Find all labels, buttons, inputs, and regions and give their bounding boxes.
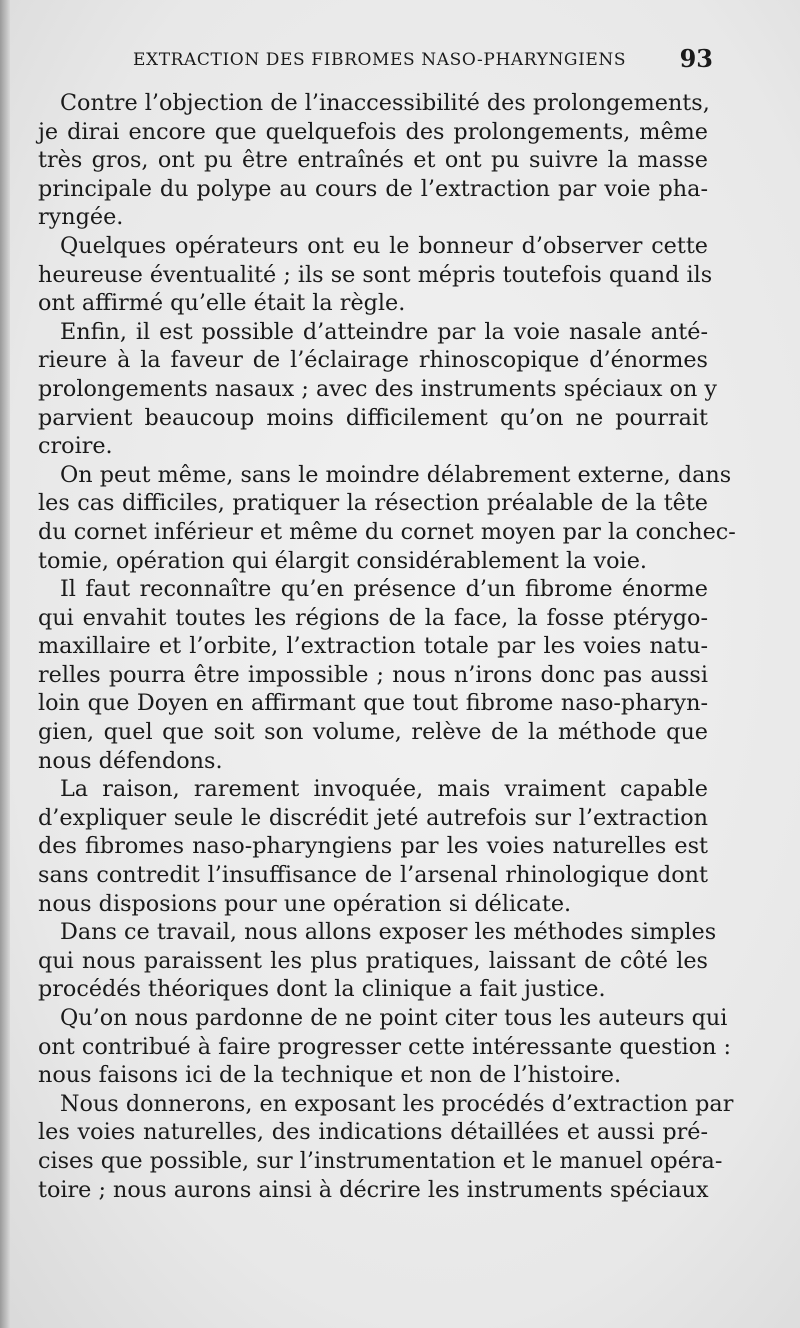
paragraph [38,575,708,775]
text-line: heureuse éventualité ; ils se sont mépris toutefois quand ils [38,261,713,288]
text-line: Dans ce travail, nous allons exposer les méthodes simples [60,919,717,946]
page-header [133,44,713,80]
paragraph [38,1090,734,1204]
paragraph [38,1004,731,1090]
text-line: Contre l’objection de l’inaccessibilité des prolongements, [60,90,710,116]
paragraph [38,775,708,918]
text-line: qui envahit toutes les régions de la face, la fosse ptérygo- [38,604,708,631]
page-number: 93 [679,44,713,73]
running-title: EXTRACTION DES FIBROMES NASO-PHARYNGIENS [133,50,627,70]
text-line: loin que Doyen en affirmant que tout fibrome naso-pharyn- [38,690,708,717]
text-line: La raison, rarement invoquée, mais vraiment capable [60,776,708,803]
text-line: maxillaire et l’orbite, l’extraction totale par les voies natu- [38,633,708,660]
text-line: ont affirmé qu’elle était la règle. [38,290,406,317]
text-line: tomie, opération qui élargit considérablement la voie. [38,547,647,574]
text-line: ryngée. [38,204,124,231]
paragraph [38,232,713,318]
text-line: nous faisons ici de la technique et non de l’histoire. [38,1062,622,1089]
text-line: relles pourra être impossible ; nous n’irons donc pas aussi [38,661,708,688]
text-line: On peut même, sans le moindre délabrement externe, dans [60,461,732,488]
text-line: Quelques opérateurs ont eu le bonneur d’observer cette [60,232,708,259]
paragraph [38,318,718,461]
text-line: rieure à la faveur de l’éclairage rhinoscopique d’énormes [38,347,708,374]
text-line: très gros, ont pu être entraînés et ont pu suivre la masse [38,147,708,174]
paragraph [38,89,708,232]
text-line: je dirai encore que quelquefois des prolongements, même [38,118,708,145]
text-line: parvient beaucoup moins difficilement qu’on ne pourrait [38,404,708,431]
text-line: d’expliquer seule le discrédit jeté autrefois sur l’extraction [38,804,708,831]
text-line: ont contribué à faire progresser cette intéressante question : [38,1033,731,1060]
text-line: nous disposions pour une opération si délicate. [38,890,572,917]
text-line: croire. [38,433,113,460]
text-line: Il faut reconnaître qu’en présence d’un fibrome énorme [60,576,708,603]
text-line: cises que possible, sur l’instrumentation et le manuel opéra- [38,1147,723,1174]
page-binding-edge [0,0,10,1328]
text-line: procédés théoriques dont la clinique a fait justice. [38,976,606,1003]
paragraph [38,461,736,575]
text-line: du cornet inférieur et même du cornet moyen par la conchec- [38,518,736,545]
text-line: gien, quel que soit son volume, relève de la méthode que [38,719,708,746]
text-line: des fibromes naso-pharyngiens par les voies naturelles est [38,833,708,860]
text-line: prolongements nasaux ; avec des instruments spéciaux on y [38,375,718,402]
text-line: Nous donnerons, en exposant les procédés d’extraction par [60,1090,734,1117]
text-line: les voies naturelles, des indications détaillées et aussi pré- [38,1119,708,1146]
text-line: nous défendons. [38,747,223,774]
paragraph [38,918,717,1004]
text-line: principale du polype au cours de l’extraction par voie pha- [38,175,708,202]
text-line: qui nous paraissent les plus pratiques, laissant de côté les [38,947,708,974]
text-line: toire ; nous aurons ainsi à décrire les instruments spéciaux [38,1176,709,1203]
text-line: Qu’on nous pardonne de ne point citer tous les auteurs qui [60,1005,728,1031]
text-line: sans contredit l’insuffisance de l’arsenal rhinologique dont [38,862,708,889]
text-line: Enfin, il est possible d’atteindre par la voie nasale anté- [60,318,708,345]
body-text [38,89,736,1204]
text-line: les cas difficiles, pratiquer la résection préalable de la tête [38,490,708,517]
